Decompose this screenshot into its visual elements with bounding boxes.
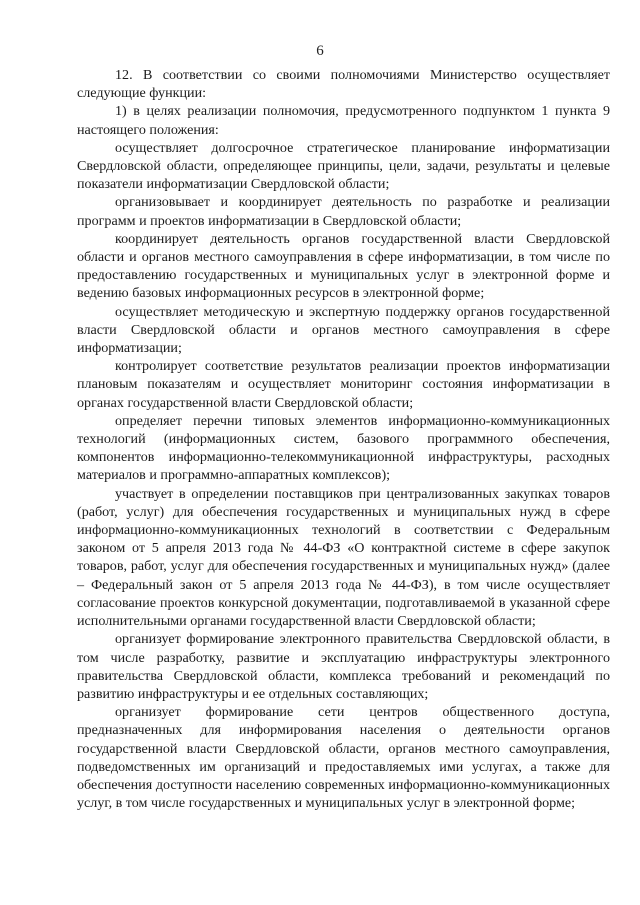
paragraph-item-12-intro: 12. В соответствии со своими полномочиями Министерство осуществляет следующие функции: [77,67,610,102]
document-body [77,66,610,812]
paragraph-methodical-support: осуществляет методическую и экспертную поддержку органов государственной власти Свердловской области и органов местного самоуправления в сфере информатизации; [77,303,610,357]
paragraph-programs-projects: организовывает и координирует деятельность по разработке и реализации программ и проектов информатизации в Свердловской области; [77,194,610,229]
paragraph-e-government: организует формирование электронного правительства Свердловской области, в том числе разработку, развитие и эксплуатацию инфраструктуры электронного правительства Свердловской области, комплекса требований и рекомендаций по развитию инфраструктуры и ее отдельных составляющих; [77,631,610,702]
paragraph-subitem-1: 1) в целях реализации полномочия, предусмотренного подпунктом 1 пункта 9 настоящего положения: [77,103,610,138]
paragraph-strategic-planning: осуществляет долгосрочное стратегическое планирование информатизации Свердловской области, определяющее принципы, цели, задачи, результаты и целевые показатели информатизации Свердловской области; [77,139,610,193]
paragraph-monitoring: контролирует соответствие результатов реализации проектов информатизации плановым показателям и осуществляет мониторинг состояния информатизации в органах государственной власти Свердловской области; [77,358,610,411]
paragraph-public-access-centers: организует формирование сети центров общественного доступа, предназначенных для информирования населения о деятельности органов государственной власти Свердловской области, органов местного самоуправления, подведомственных им организаций и предоставляемых ими услугах, а также для обеспечения доступности населению современных информационно-коммуникационных услуг, в том числе государственных и муниципальных услуг в электронной форме; [77,704,610,812]
paragraph-typical-elements: определяет перечни типовых элементов информационно-коммуникационных технологий (информационных систем, базового программного обеспечения, компонентов информационно-телекоммуникационной инфраструктуры, расходных материалов и программно-аппаратных комплексов); [77,412,610,484]
page-number: 6 [316,43,324,59]
paragraph-procurement: участвует в определении поставщиков при централизованных закупках товаров (работ, услуг) для обеспечения государственных и муниципальных нужд в сфере информационно-коммуникационных технологий в соответствии с Федеральным законом от 5 апреля 2013 года № 44-ФЗ «О контрактной системе в сфере закупок товаров, работ, услуг для обеспечения государственных и муниципальных нужд» (далее – Федеральный закон от 5 апреля 2013 года № 44-ФЗ), в том числе осуществляет согласование проектов конкурсной документации, подготавливаемой в указанной сфере исполнительными органами государственной власти Свердловской области; [77,485,610,630]
paragraph-coordination: координирует деятельность органов государственной власти Свердловской области и органов местного самоуправления в сфере информатизации, в том числе по предоставлению государственных и муниципальных услуг в электронной форме и ведению базовых информационных ресурсов в электронной форме; [77,230,610,302]
